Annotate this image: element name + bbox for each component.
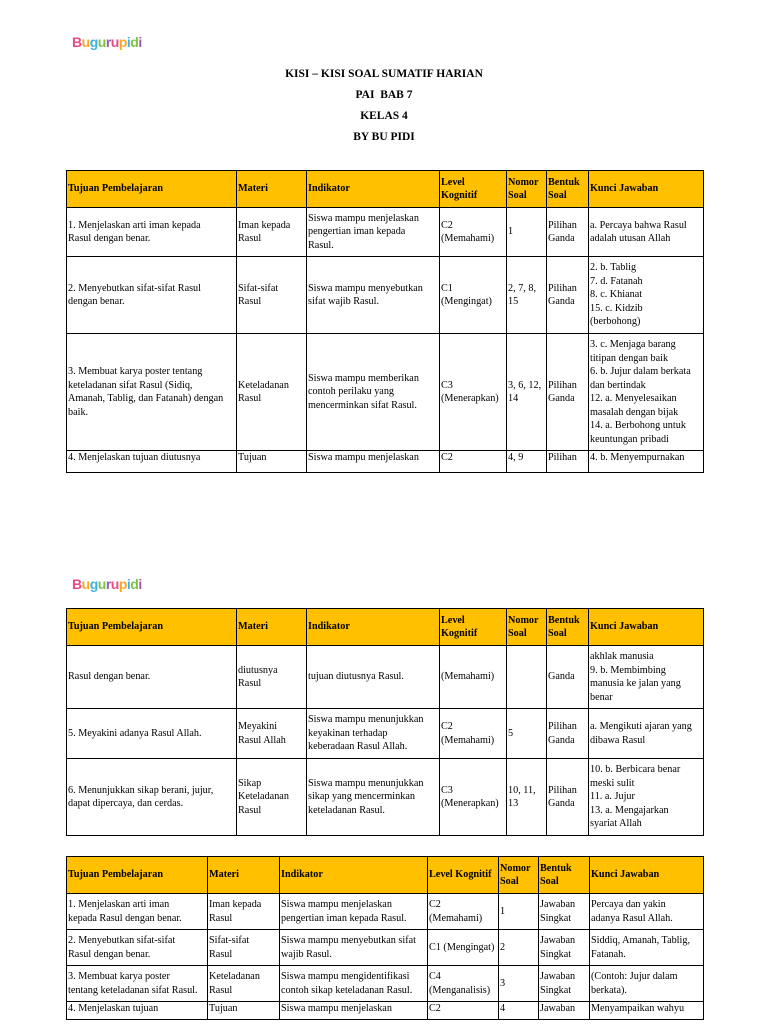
cell-nomor: 5	[507, 709, 547, 759]
cell-kunci: a. Percaya bahwa Rasul adalah utusan Allah	[589, 208, 704, 257]
cell-bentuk: Jawaban Singkat	[539, 894, 590, 930]
cell-bentuk: Pilihan	[547, 451, 589, 473]
header-materi: Materi	[208, 857, 280, 894]
document-title: KISI – KISI SOAL SUMATIF HARIAN	[285, 68, 483, 80]
table-row	[67, 1002, 704, 1020]
cell-level: C2 (Memahami)	[428, 894, 499, 930]
document-class: KELAS 4	[360, 110, 408, 122]
table-row	[67, 646, 704, 709]
header-kunci: Kunci Jawaban	[590, 857, 704, 894]
cell-nomor: 3	[499, 966, 539, 1002]
cell-bentuk: Jawaban	[539, 1002, 590, 1020]
kisi-table-2	[66, 608, 704, 836]
cell-level: C3 (Menerapkan)	[440, 334, 507, 451]
cell-nomor: 2	[499, 930, 539, 966]
table-row	[67, 451, 704, 473]
cell-level: C2 (Memahami)	[440, 208, 507, 257]
cell-materi: diutusnya Rasul	[237, 646, 307, 709]
cell-tujuan: 4. Menjelaskan tujuan diutusnya	[67, 451, 237, 473]
cell-materi: Tujuan	[237, 451, 307, 473]
cell-indikator: Siswa mampu menjelaskan	[307, 451, 440, 473]
cell-materi: Iman kepada Rasul	[237, 208, 307, 257]
cell-indikator: Siswa mampu menyebutkan sifat wajib Rasul.	[280, 930, 428, 966]
table-row	[67, 894, 704, 930]
table-header-row	[67, 609, 704, 646]
header-materi: Materi	[237, 171, 307, 208]
cell-level: C2	[428, 1002, 499, 1020]
table-header-row	[67, 171, 704, 208]
header-indikator: Indikator	[307, 609, 440, 646]
cell-tujuan: 1. Menjelaskan arti iman kepada Rasul dengan benar.	[67, 894, 208, 930]
cell-tujuan: Rasul dengan benar.	[67, 646, 237, 709]
cell-materi: Sifat-sifat Rasul	[208, 930, 280, 966]
header-indikator: Indikator	[307, 171, 440, 208]
document-title-block	[0, 64, 768, 148]
cell-tujuan: 1. Menjelaskan arti iman kepada Rasul dengan benar.	[67, 208, 237, 257]
table-row	[67, 334, 704, 451]
cell-kunci: 4. b. Menyempurnakan	[589, 451, 704, 473]
header-nomor: Nomor Soal	[507, 609, 547, 646]
table-row	[67, 966, 704, 1002]
cell-level: C2	[440, 451, 507, 473]
cell-bentuk: Ganda	[547, 646, 589, 709]
kisi-table-1	[66, 170, 704, 473]
cell-kunci: Siddiq, Amanah, Tablig, Fatanah.	[590, 930, 704, 966]
cell-tujuan: 4. Menjelaskan tujuan	[67, 1002, 208, 1020]
table-row	[67, 930, 704, 966]
cell-tujuan: 6. Menunjukkan sikap berani, jujur, dapat dipercaya, dan cerdas.	[67, 759, 237, 836]
cell-nomor	[507, 646, 547, 709]
cell-bentuk: Pilihan Ganda	[547, 257, 589, 334]
cell-indikator: Siswa mampu mengidentifikasi contoh sikap keteladanan Rasul.	[280, 966, 428, 1002]
cell-nomor: 4, 9	[507, 451, 547, 473]
table-row	[67, 257, 704, 334]
cell-nomor: 1	[507, 208, 547, 257]
cell-materi: Sikap Keteladanan Rasul	[237, 759, 307, 836]
logo-text: Bugurupidi	[72, 34, 142, 50]
cell-indikator: tujuan diutusnya Rasul.	[307, 646, 440, 709]
cell-tujuan: 5. Meyakini adanya Rasul Allah.	[67, 709, 237, 759]
cell-bentuk: Pilihan Ganda	[547, 709, 589, 759]
header-tujuan: Tujuan Pembelajaran	[67, 171, 237, 208]
cell-bentuk: Jawaban Singkat	[539, 966, 590, 1002]
cell-materi: Sifat-sifat Rasul	[237, 257, 307, 334]
cell-nomor: 3, 6, 12, 14	[507, 334, 547, 451]
cell-indikator: Siswa mampu menunjukkan sikap yang mencerminkan keteladanan Rasul.	[307, 759, 440, 836]
cell-kunci: (Contoh: Jujur dalam berkata).	[590, 966, 704, 1002]
cell-kunci: 10. b. Berbicara benar meski sulit 11. a. Jujur 13. a. Mengajarkan syariat Allah	[589, 759, 704, 836]
brand-logo	[72, 34, 142, 50]
cell-tujuan: 2. Menyebutkan sifat-sifat Rasul dengan benar.	[67, 257, 237, 334]
cell-materi: Meyakini Rasul Allah	[237, 709, 307, 759]
logo-text: Bugurupidi	[72, 576, 142, 592]
header-level: Level Kognitif	[440, 609, 507, 646]
table-row	[67, 709, 704, 759]
cell-level: C3 (Menerapkan)	[440, 759, 507, 836]
header-kunci: Kunci Jawaban	[589, 171, 704, 208]
cell-indikator: Siswa mampu menyebutkan sifat wajib Rasul.	[307, 257, 440, 334]
cell-nomor: 2, 7, 8, 15	[507, 257, 547, 334]
cell-indikator: Siswa mampu menjelaskan pengertian iman kepada Rasul.	[307, 208, 440, 257]
document-subject: PAI BAB 7	[355, 89, 413, 101]
header-nomor: Nomor Soal	[499, 857, 539, 894]
header-bentuk: Bentuk Soal	[539, 857, 590, 894]
cell-kunci: Menyampaikan wahyu	[590, 1002, 704, 1020]
header-bentuk: Bentuk Soal	[547, 609, 589, 646]
header-nomor: Nomor Soal	[507, 171, 547, 208]
cell-indikator: Siswa mampu menjelaskan	[280, 1002, 428, 1020]
header-tujuan: Tujuan Pembelajaran	[67, 609, 237, 646]
cell-level: (Memahami)	[440, 646, 507, 709]
cell-indikator: Siswa mampu memberikan contoh perilaku yang mencerminkan sifat Rasul.	[307, 334, 440, 451]
cell-tujuan: 3. Membuat karya poster tentang keteladanan sifat Rasul (Sidiq, Amanah, Tablig, dan Fatanah) dengan baik.	[67, 334, 237, 451]
document-author: BY BU PIDI	[353, 131, 415, 143]
cell-level: C1 (Mengingat)	[440, 257, 507, 334]
cell-kunci: Percaya dan yakin adanya Rasul Allah.	[590, 894, 704, 930]
cell-bentuk: Pilihan Ganda	[547, 334, 589, 451]
cell-tujuan: 2. Menyebutkan sifat-sifat Rasul dengan benar.	[67, 930, 208, 966]
table-header-row	[67, 857, 704, 894]
cell-level: C2 (Memahami)	[440, 709, 507, 759]
cell-nomor: 10, 11, 13	[507, 759, 547, 836]
cell-materi: Iman kepada Rasul	[208, 894, 280, 930]
cell-bentuk: Jawaban Singkat	[539, 930, 590, 966]
header-tujuan: Tujuan Pembelajaran	[67, 857, 208, 894]
header-kunci: Kunci Jawaban	[589, 609, 704, 646]
header-level: Level Kognitif	[440, 171, 507, 208]
header-level: Level Kognitif	[428, 857, 499, 894]
cell-indikator: Siswa mampu menjelaskan pengertian iman kepada Rasul.	[280, 894, 428, 930]
brand-logo	[72, 576, 142, 592]
cell-kunci: 3. c. Menjaga barang titipan dengan baik 6. b. Jujur dalam berkata dan bertindak 12. a. Menyelesaikan masalah dengan bijak 14. a. Berbohong untuk keuntungan pribadi	[589, 334, 704, 451]
kisi-table-3	[66, 856, 704, 1020]
table-row	[67, 208, 704, 257]
cell-kunci: 2. b. Tablig 7. d. Fatanah 8. c. Khianat 15. c. Kidzib (berbohong)	[589, 257, 704, 334]
header-materi: Materi	[237, 609, 307, 646]
cell-tujuan: 3. Membuat karya poster tentang keteladanan sifat Rasul.	[67, 966, 208, 1002]
table-row	[67, 759, 704, 836]
cell-materi: Keteladanan Rasul	[237, 334, 307, 451]
cell-level: C1 (Mengingat)	[428, 930, 499, 966]
cell-kunci: akhlak manusia 9. b. Membimbing manusia ke jalan yang benar	[589, 646, 704, 709]
cell-nomor: 1	[499, 894, 539, 930]
cell-level: C4 (Menganalisis)	[428, 966, 499, 1002]
cell-indikator: Siswa mampu menunjukkan keyakinan terhadap keberadaan Rasul Allah.	[307, 709, 440, 759]
cell-nomor: 4	[499, 1002, 539, 1020]
cell-bentuk: Pilihan Ganda	[547, 759, 589, 836]
cell-kunci: a. Mengikuti ajaran yang dibawa Rasul	[589, 709, 704, 759]
cell-materi: Tujuan	[208, 1002, 280, 1020]
header-indikator: Indikator	[280, 857, 428, 894]
cell-materi: Keteladanan Rasul	[208, 966, 280, 1002]
cell-bentuk: Pilihan Ganda	[547, 208, 589, 257]
header-bentuk: Bentuk Soal	[547, 171, 589, 208]
